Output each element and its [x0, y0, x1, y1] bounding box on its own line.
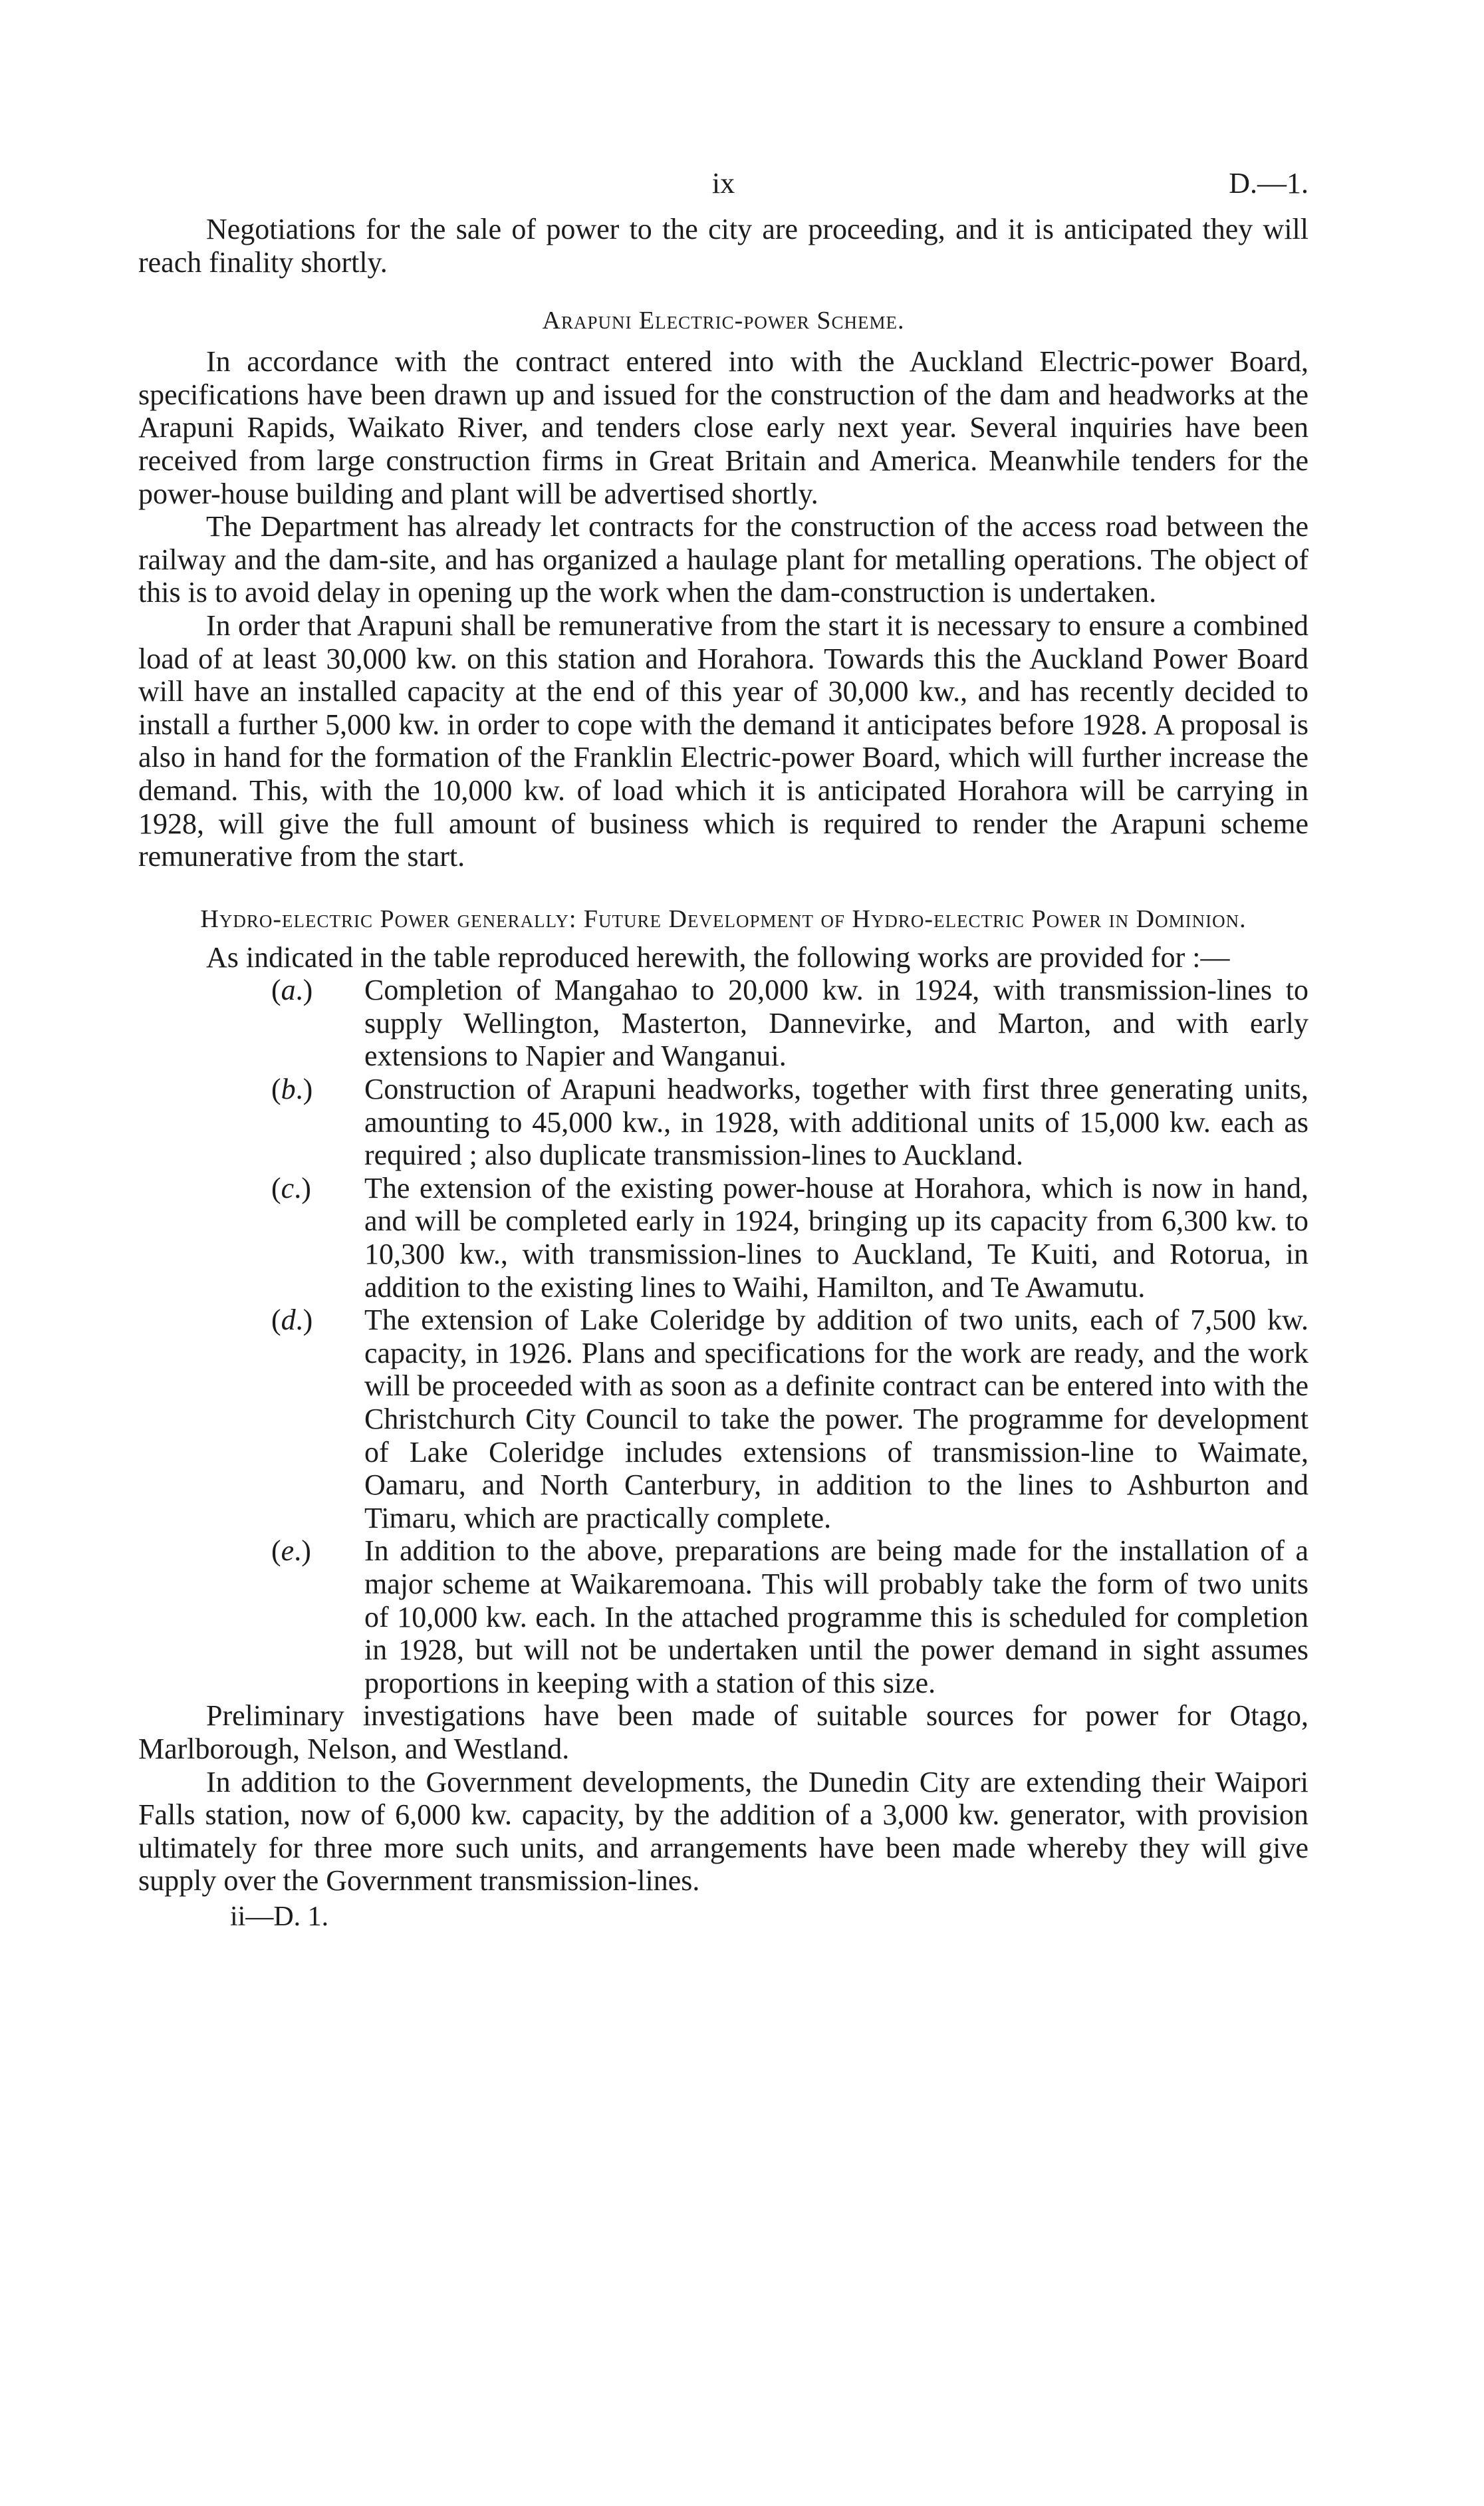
signature-mark: ii—D. 1.: [230, 1901, 329, 1932]
intro-paragraph: Negotiations for the sale of power to the city are proceeding, and it is anticipated they will reach finality shortly.: [138, 213, 1308, 279]
list-item: [138, 1304, 1308, 1534]
list-marker: (a.): [271, 974, 313, 1007]
list-item-text: Construction of Arapuni headworks, together with first three generating units, amounting to 45,000 kw., in 1928, with additional units of 15,000 kw. each as required ; also duplicate transmission-lines to Auckland.: [364, 1073, 1308, 1172]
closing-paragraph-2: In addition to the Government developments, the Dunedin City are extending their Waipori Falls station, now of 6,000 kw. capacity, by the addition of a 3,000 kw. generator, with provision ultimately for three more such units, and arrangements have been made whereby they will give supply over the Government transmission-lines.: [138, 1765, 1308, 1897]
section-heading-arapuni: Arapuni Electric-power Scheme.: [542, 307, 905, 335]
list-item: [138, 1073, 1308, 1172]
arapuni-paragraph-1: In accordance with the contract entered into with the Auckland Electric-power Board, specifications have been drawn up and issued for the construction of the dam and headworks at the Arapuni Rapids, Waikato River, and tenders close early next year. Several inquiries have been received from large construction firms in Great Britain and America. Meanwhile tenders for the power-house building and plant will be advertised shortly.: [138, 345, 1308, 510]
works-list: [138, 974, 1308, 1699]
hydro-intro-paragraph: As indicated in the table reproduced herewith, the following works are provided for :—: [206, 940, 1230, 974]
page-header: [138, 166, 1308, 213]
list-item-text: Completion of Mangahao to 20,000 kw. in 1924, with transmission-lines to supply Wellington, Masterton, Dannevirke, and Marton, and with early extensions to Napier and Wanganui.: [364, 974, 1308, 1073]
document-reference: D.—1.: [1229, 167, 1308, 200]
arapuni-paragraph-3: In order that Arapuni shall be remunerative from the start it is necessary to ensure a combined load of at least 30,000 kw. on this station and Horahora. Towards this the Auckland Power Board will have an installed capacity at the end of this year of 30,000 kw., and has recently decided to install a further 5,000 kw. in order to cope with the demand it anticipates before 1928. A proposal is also in hand for the formation of the Franklin Electric-power Board, which will further increase the demand. This, with the 10,000 kw. of load which it is anticipated Horahora will be carrying in 1928, will give the full amount of business which is required to render the Arapuni scheme remunerative from the start.: [138, 609, 1308, 873]
list-item: [138, 1172, 1308, 1304]
list-marker: (e.): [271, 1534, 311, 1568]
closing-paragraph-1: Preliminary investigations have been made of suitable sources for power for Otago, Marlborough, Nelson, and Westland.: [138, 1699, 1308, 1765]
list-item-text: The extension of the existing power-house at Horahora, which is now in hand, and will be completed early in 1924, bringing up its capacity from 6,300 kw. to 10,300 kw., with transmission-lines to Auckland, Te Kuiti, and Rotorua, in addition to the existing lines to Waihi, Hamilton, and Te Awamutu.: [364, 1171, 1308, 1304]
page-number: ix: [711, 167, 735, 200]
list-item-text: In addition to the above, preparations are being made for the installation of a major scheme at Waikaremoana. This will probably take the form of two units of 10,000 kw. each. In the attached programme this is scheduled for completion in 1928, but will not be undertaken until the power demand in sight assumes proportions in keeping with a station of this size.: [364, 1534, 1308, 1699]
list-marker: (c.): [271, 1171, 311, 1204]
list-item: [138, 974, 1308, 1073]
section-heading-hydro-electric: Hydro-electric Power generally: Future Development of Hydro-electric Power in Dominion.: [200, 905, 1247, 933]
list-item-text: The extension of Lake Coleridge by addition of two units, each of 7,500 kw. capacity, in 1926. Plans and specifications for the work are ready, and the work will be proceeded with as soon as a definite contract can be entered into with the Christchurch City Council to take the power. The programme for development of Lake Coleridge includes extensions of transmission-line to Waimate, Oamaru, and North Canterbury, in addition to the lines to Ashburton and Timaru, which are practically complete.: [364, 1304, 1308, 1534]
list-marker: (b.): [271, 1073, 313, 1106]
arapuni-paragraph-2: The Department has already let contracts for the construction of the access road between the railway and the dam-site, and has organized a haulage plant for metalling operations. The object of this is to avoid delay in opening up the work when the dam-construction is undertaken.: [138, 510, 1308, 609]
document-page: [138, 166, 1308, 1933]
list-marker: (d.): [271, 1304, 313, 1337]
list-item: [138, 1534, 1308, 1699]
